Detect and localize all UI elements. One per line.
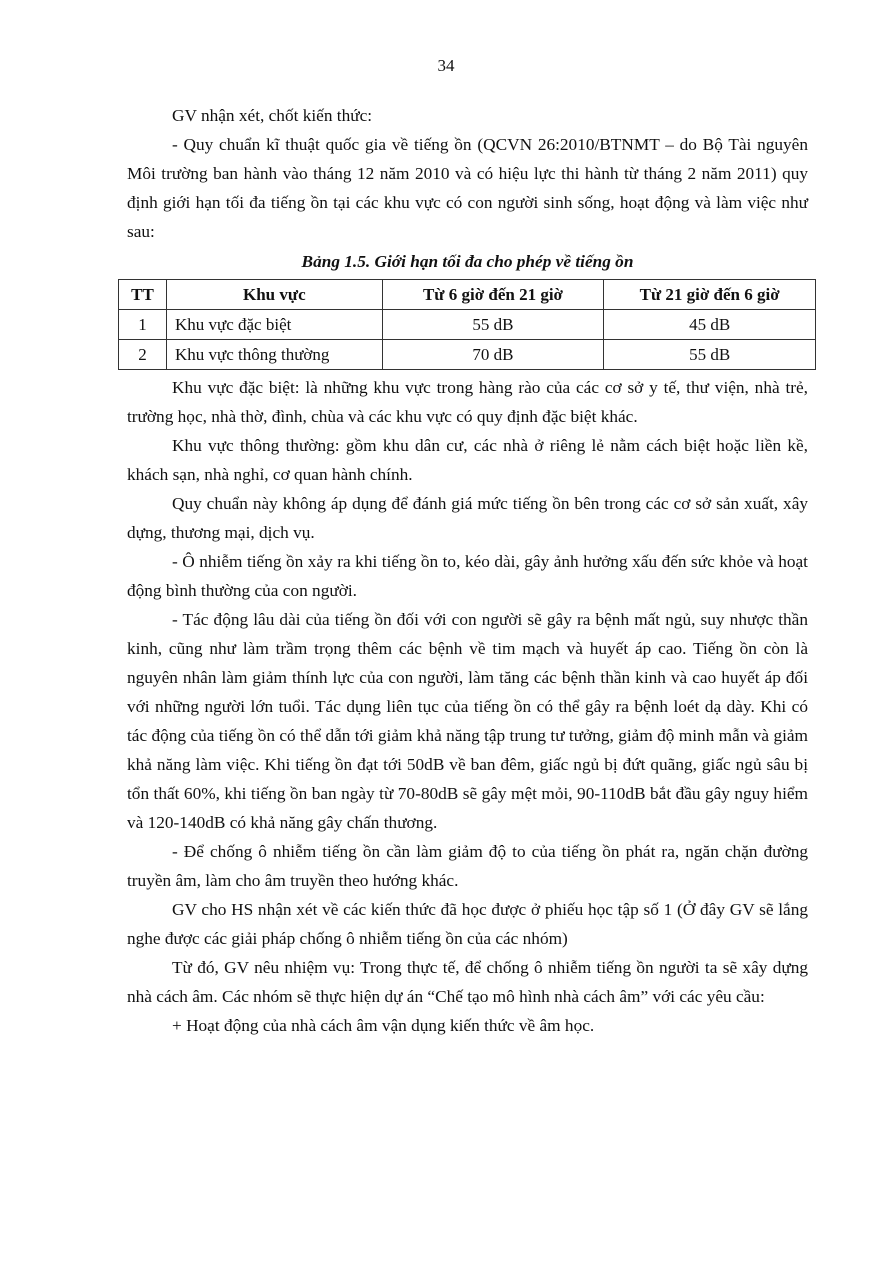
cell-khu-vuc: Khu vực thông thường [166, 340, 382, 370]
paragraph-intro-2: - Quy chuẩn kĩ thuật quốc gia về tiếng ồn (QCVN 26:2010/BTNMT – do Bộ Tài nguyên Môi trường ban hành vào tháng 12 năm 2010 và có hiệu lực thi hành từ tháng 2 năm 2011) quy định giới hạn tối đa tiếng ồn tại các khu vực có con người sinh sống, hoạt động và làm việc như sau: [127, 135, 808, 241]
table-caption: Bảng 1.5. Giới hạn tối đa cho phép về tiếng ồn [301, 252, 634, 271]
header-night-time: Từ 21 giờ đến 6 giờ [604, 280, 816, 310]
page-number: 34 [437, 56, 455, 75]
header-day-time: Từ 6 giờ đến 21 giờ [382, 280, 604, 310]
cell-night-time: 55 dB [604, 340, 816, 370]
paragraph-normal-zone: Khu vực thông thường: gồm khu dân cư, các nhà ở riêng lẻ nằm cách biệt hoặc liền kề, khách sạn, nhà nghỉ, cơ quan hành chính. [127, 436, 808, 484]
cell-tt: 1 [119, 310, 167, 340]
header-tt: TT [119, 280, 167, 310]
cell-tt: 2 [119, 340, 167, 370]
paragraph-scope: Quy chuẩn này không áp dụng để đánh giá mức tiếng ồn bên trong các cơ sở sản xuất, xây dựng, thương mại, dịch vụ. [127, 494, 808, 542]
paragraph-long-term-effects: - Tác động lâu dài của tiếng ồn đối với con người sẽ gây ra bệnh mất ngủ, suy nhược thần kinh, cũng như làm trầm trọng thêm các bệnh về tim mạch và huyết áp cao. Tiếng ồn còn là nguyên nhân làm giảm thính lực của con người, làm tăng các bệnh thần kinh và cao huyết áp đối với những người lớn tuổi. Tác dụng liên tục của tiếng ồn có thể gây ra bệnh loét dạ dày. Khi có tác động của tiếng ồn có thể dẫn tới giảm khả năng tập trung tư tưởng, giảm độ minh mẫn và giảm khả năng làm việc. Khi tiếng ồn đạt tới 50dB về ban đêm, giấc ngủ bị đứt quãng, giấc ngủ sâu bị tổn thất 60%, khi tiếng ồn ban ngày từ 70-80dB sẽ gây mệt mỏi, 90-110dB bắt đầu gây nguy hiểm và 120-140dB có khả năng gây chấn thương. [127, 610, 808, 832]
cell-night-time: 45 dB [604, 310, 816, 340]
table-row [119, 310, 816, 340]
table-header-row [119, 280, 816, 310]
paragraph-intro-1: GV nhận xét, chốt kiến thức: [172, 106, 373, 125]
document-body [127, 101, 808, 1040]
paragraph-prevention: - Để chống ô nhiễm tiếng ồn cần làm giảm độ to của tiếng ồn phát ra, ngăn chặn đường truyền âm, làm cho âm truyền theo hướng khác. [127, 842, 808, 890]
paragraph-special-zone: Khu vực đặc biệt: là những khu vực trong hàng rào của các cơ sở y tế, thư viện, nhà trẻ, trường học, nhà thờ, đình, chùa và các khu vực có quy định đặc biệt khác. [127, 378, 808, 426]
cell-khu-vuc: Khu vực đặc biệt [166, 310, 382, 340]
table-row [119, 340, 816, 370]
noise-limit-table [118, 279, 816, 370]
header-khu-vuc: Khu vực [166, 280, 382, 310]
paragraph-noise-pollution: - Ô nhiễm tiếng ồn xảy ra khi tiếng ồn to, kéo dài, gây ảnh hưởng xấu đến sức khỏe và hoạt động bình thường của con người. [127, 552, 808, 600]
cell-day-time: 55 dB [382, 310, 604, 340]
paragraph-teacher-review: GV cho HS nhận xét về các kiến thức đã học được ở phiếu học tập số 1 (Ở đây GV sẽ lắng nghe được các giải pháp chống ô nhiễm tiếng ồn của các nhóm) [127, 900, 808, 948]
cell-day-time: 70 dB [382, 340, 604, 370]
paragraph-requirement: + Hoạt động của nhà cách âm vận dụng kiến thức về âm học. [172, 1016, 595, 1035]
paragraph-task: Từ đó, GV nêu nhiệm vụ: Trong thực tế, để chống ô nhiễm tiếng ồn người ta sẽ xây dựng nhà cách âm. Các nhóm sẽ thực hiện dự án “Chế tạo mô hình nhà cách âm” với các yêu cầu: [127, 958, 808, 1006]
